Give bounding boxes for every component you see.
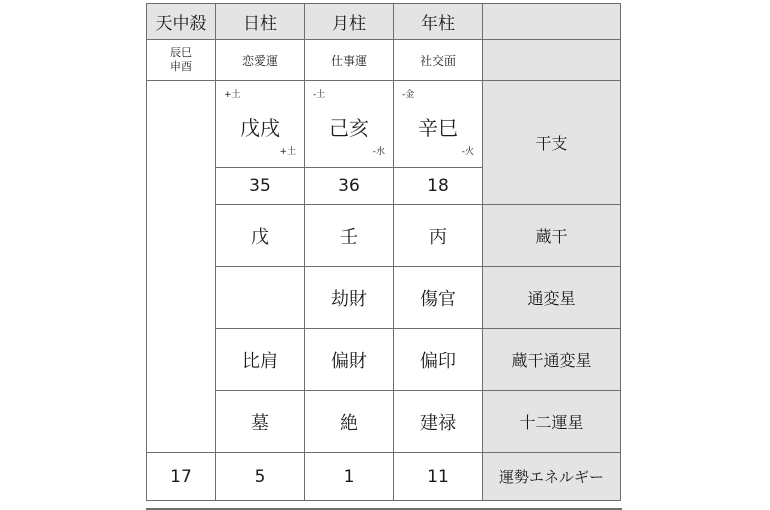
zokan-tsuhensei-row — [147, 329, 621, 391]
energy-tenchusatsu: 17 — [147, 453, 216, 501]
tenchusatsu-value — [147, 40, 216, 81]
fortune-table — [146, 3, 621, 501]
header-tenchusatsu: 天中殺 — [147, 4, 216, 40]
juuni-unsei-label: 十二運星 — [483, 391, 621, 453]
kanshi-day — [216, 81, 305, 168]
zokan-label: 蔵干 — [483, 205, 621, 267]
header-month-pillar: 月柱 — [305, 4, 394, 40]
tsuhensei-row — [147, 267, 621, 329]
energy-day: 5 — [216, 453, 305, 501]
age-month: 36 — [305, 168, 394, 205]
tenchusatsu-blank-column — [147, 81, 216, 453]
tsuhensei-year: 傷官 — [394, 267, 483, 329]
tsuhensei-day — [216, 267, 305, 329]
fortune-row — [147, 40, 621, 81]
bottom-rule — [146, 508, 622, 510]
kanshi-year-bottom: -火 — [461, 147, 474, 157]
zokan-tsuhensei-month: 偏財 — [305, 329, 394, 391]
header-blank — [483, 4, 621, 40]
kanshi-day-chars: 戊戌 — [240, 115, 280, 140]
zokan-tsuhensei-label: 蔵干通変星 — [483, 329, 621, 391]
kanshi-month — [305, 81, 394, 168]
kanshi-month-top: -土 — [313, 90, 326, 100]
kanshi-year-top: -金 — [402, 90, 415, 100]
kanshi-label: 干支 — [483, 81, 621, 205]
header-day-pillar: 日柱 — [216, 4, 305, 40]
energy-row — [147, 453, 621, 501]
kanshi-day-bottom: +土 — [279, 147, 296, 157]
zokan-tsuhensei-day: 比肩 — [216, 329, 305, 391]
zokan-tsuhensei-year: 偏印 — [394, 329, 483, 391]
fortune-day: 恋愛運 — [216, 40, 305, 81]
tenchusatsu-line2: 申酉 — [170, 60, 192, 73]
kanshi-month-chars: 己亥 — [329, 115, 369, 140]
energy-month: 1 — [305, 453, 394, 501]
fortune-year: 社交面 — [394, 40, 483, 81]
kanshi-row — [147, 81, 621, 168]
kanshi-day-top: +土 — [224, 90, 241, 100]
fortune-month: 仕事運 — [305, 40, 394, 81]
zokan-year: 丙 — [394, 205, 483, 267]
kanshi-year-chars: 辛巳 — [418, 115, 458, 140]
energy-label: 運勢エネルギー — [483, 453, 621, 501]
zokan-day: 戊 — [216, 205, 305, 267]
energy-year: 11 — [394, 453, 483, 501]
kanshi-year — [394, 81, 483, 168]
zokan-month: 壬 — [305, 205, 394, 267]
age-day: 35 — [216, 168, 305, 205]
juuni-unsei-year: 建禄 — [394, 391, 483, 453]
header-row — [147, 4, 621, 40]
kanshi-month-bottom: -水 — [372, 147, 385, 157]
fortune-blank — [483, 40, 621, 81]
juuni-unsei-row — [147, 391, 621, 453]
header-year-pillar: 年柱 — [394, 4, 483, 40]
age-year: 18 — [394, 168, 483, 205]
tenchusatsu-line1: 辰巳 — [170, 46, 192, 59]
tsuhensei-label: 通変星 — [483, 267, 621, 329]
juuni-unsei-month: 絶 — [305, 391, 394, 453]
zokan-row — [147, 205, 621, 267]
tsuhensei-month: 劫財 — [305, 267, 394, 329]
juuni-unsei-day: 墓 — [216, 391, 305, 453]
